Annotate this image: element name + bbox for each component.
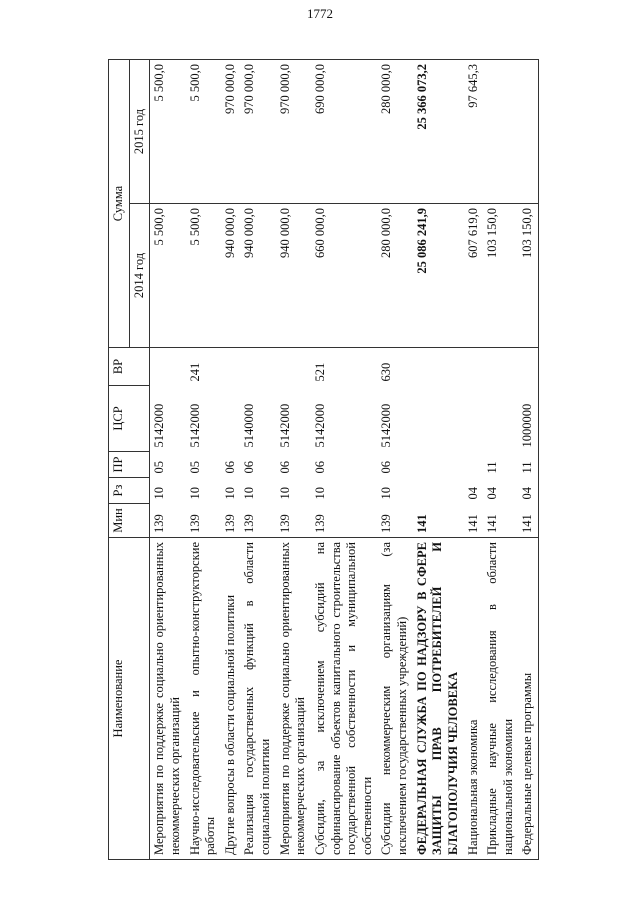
header-row-1 — [109, 60, 130, 860]
page-number: 1772 — [307, 6, 333, 21]
row-vr: 241 — [187, 362, 202, 382]
row-vr — [413, 348, 464, 386]
table-row — [186, 60, 221, 860]
row-pr — [413, 452, 464, 478]
row-2015: 970 000,0 — [221, 60, 241, 204]
row-rz: 04 — [485, 487, 500, 500]
row-pr: 05 — [187, 461, 202, 474]
row-2014: 940 000,0 — [240, 204, 275, 348]
row-2014: 103 150,0 — [483, 204, 518, 348]
row-min: 139 — [222, 514, 237, 533]
row-name: Реализация государственных функций в области социальной политики — [240, 538, 275, 860]
row-min: 141 — [414, 514, 429, 533]
row-name: Другие вопросы в области социальной политики — [221, 538, 241, 860]
row-csr: 5140000 — [242, 403, 257, 448]
row-pr: 06 — [222, 461, 237, 474]
row-name: Мероприятия по поддержке социально ориентированных некоммерческих организаций — [150, 538, 186, 860]
row-2015: 5 500,0 — [150, 60, 186, 204]
table-row — [150, 60, 186, 860]
table-row — [483, 60, 518, 860]
table-row — [221, 60, 241, 860]
row-min: 139 — [379, 514, 394, 533]
row-pr: 11 — [518, 452, 538, 478]
row-2015: 97 645,3 — [464, 60, 484, 204]
row-pr — [464, 452, 484, 478]
row-csr: 5142000 — [277, 403, 292, 448]
row-rz: 10 — [277, 487, 292, 500]
row-2015: 970 000,0 — [240, 60, 275, 204]
header-sum: Сумма — [109, 60, 130, 348]
row-2014: 5 500,0 — [186, 204, 221, 348]
table-row — [276, 60, 311, 860]
row-min: 139 — [277, 514, 292, 533]
row-rz — [413, 478, 464, 504]
row-csr — [413, 386, 464, 452]
row-vr: 521 — [312, 362, 327, 382]
row-2015: 690 000,0 — [311, 60, 378, 204]
table-row — [377, 60, 412, 860]
row-csr: 5142000 — [187, 403, 202, 448]
row-min: 139 — [187, 514, 202, 533]
row-vr — [518, 348, 538, 386]
row-rz: 10 — [222, 487, 237, 500]
row-name: Субсидии, за исключением субсидий на софинансирование объектов капитального строительства государственной собственности и муниципальной собственности — [311, 538, 378, 860]
row-2015: 970 000,0 — [276, 60, 311, 204]
row-2014: 25 086 241,9 — [413, 204, 464, 348]
row-2015: 5 500,0 — [186, 60, 221, 204]
header-min: Мин — [109, 504, 150, 538]
header-2015: 2015 год — [129, 60, 150, 204]
row-min: 141 — [485, 514, 500, 533]
row-min: 139 — [152, 514, 167, 533]
row-name: Научно-исследовательские и опытно-конструкторские работы — [186, 538, 221, 860]
header-pr: ПР — [109, 452, 150, 478]
row-vr: 630 — [379, 362, 394, 382]
row-vr — [150, 348, 186, 386]
header-2014: 2014 год — [129, 204, 150, 348]
row-vr — [221, 348, 241, 386]
row-rz: 10 — [187, 487, 202, 500]
table-row — [518, 60, 538, 860]
row-vr — [276, 348, 311, 386]
table-row — [311, 60, 378, 860]
row-csr — [483, 386, 518, 452]
row-csr — [221, 386, 241, 452]
row-rz: 10 — [242, 487, 257, 500]
row-vr — [483, 348, 518, 386]
header-name: Наименование — [109, 538, 150, 860]
row-2014: 660 000,0 — [311, 204, 378, 348]
row-name: Мероприятия по поддержке социально ориентированных некоммерческих организаций — [276, 538, 311, 860]
row-name: Прикладные научные исследования в области национальной экономики — [483, 538, 518, 860]
row-pr: 06 — [312, 461, 327, 474]
row-vr — [240, 348, 275, 386]
row-name: Федеральные целевые программы — [518, 538, 538, 860]
row-2014: 280 000,0 — [377, 204, 412, 348]
row-2014: 5 500,0 — [150, 204, 186, 348]
row-vr — [464, 348, 484, 386]
table-row — [413, 60, 464, 860]
row-pr: 06 — [379, 461, 394, 474]
budget-table — [108, 59, 539, 860]
row-min: 141 — [465, 514, 480, 533]
budget-table-rotated — [108, 60, 596, 860]
row-min: 141 — [518, 504, 538, 538]
row-pr: 06 — [277, 461, 292, 474]
row-name: ФЕДЕРАЛЬНАЯ СЛУЖБА ПО НАДЗОРУ В СФЕРЕ ЗАЩИТЫ ПРАВ ПОТРЕБИТЕЛЕЙ И БЛАГОПОЛУЧИЯ ЧЕЛОВЕКА — [413, 538, 464, 860]
row-2015: 280 000,0 — [377, 60, 412, 204]
row-rz: 04 — [518, 478, 538, 504]
table-row — [240, 60, 275, 860]
row-pr: 06 — [242, 461, 257, 474]
header-csr: ЦСР — [109, 386, 150, 452]
row-min: 139 — [312, 514, 327, 533]
row-2014: 940 000,0 — [276, 204, 311, 348]
row-2014: 607 619,0 — [464, 204, 484, 348]
table-body — [150, 60, 539, 860]
row-min: 139 — [242, 514, 257, 533]
row-csr: 5142000 — [379, 403, 394, 448]
row-rz: 10 — [379, 487, 394, 500]
row-rz: 10 — [152, 487, 167, 500]
table-row — [464, 60, 484, 860]
row-name: Субсидии некоммерческим организациям (за исключением государственных учреждений) — [377, 538, 412, 860]
row-2015 — [483, 60, 518, 204]
row-2015 — [518, 60, 538, 204]
row-rz: 04 — [465, 487, 480, 500]
row-csr: 5142000 — [152, 403, 167, 448]
row-name: Национальная экономика — [464, 538, 484, 860]
row-pr: 11 — [485, 461, 500, 474]
row-2014: 940 000,0 — [221, 204, 241, 348]
row-2014: 103 150,0 — [518, 204, 538, 348]
row-csr: 5142000 — [312, 403, 327, 448]
row-pr: 05 — [152, 461, 167, 474]
row-rz: 10 — [312, 487, 327, 500]
header-rz: Рз — [109, 478, 150, 504]
row-2015: 25 366 073,2 — [413, 60, 464, 204]
header-vr: ВР — [109, 348, 150, 386]
row-csr: 1000000 — [518, 386, 538, 452]
row-csr — [464, 386, 484, 452]
